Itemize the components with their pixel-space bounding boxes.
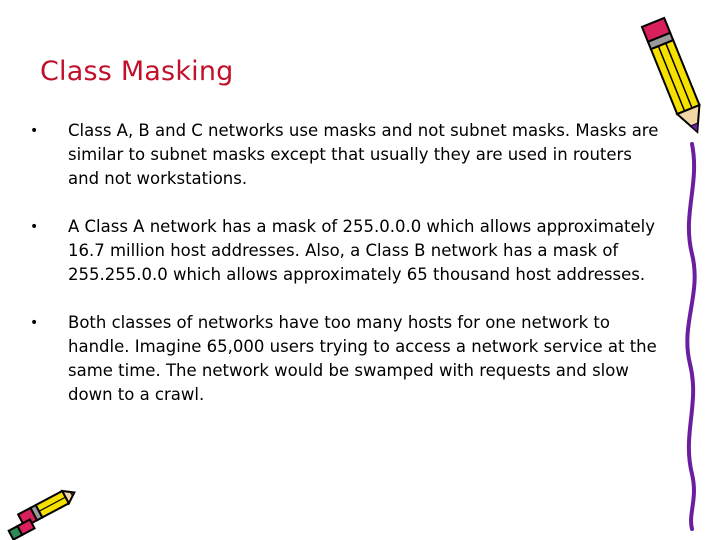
bullet-marker: • [30, 123, 39, 139]
bullet-text: Class A, B and C networks use masks and not subnet masks. Masks are similar to subnet masks except that usually they are used in routers and not workstations. [68, 121, 659, 188]
pencil-squiggle-icon [640, 14, 710, 534]
bullet-marker: • [30, 219, 39, 235]
pencil-icon [0, 486, 80, 540]
bullet-text: Both classes of networks have too many hosts for one network to handle. Imagine 65,000 users trying to access a network service at the same time. The network would be swamped with requests and slow down to a crawl. [68, 313, 657, 404]
bullet-marker: • [30, 315, 39, 331]
bullet-item [28, 311, 668, 407]
bullet-item [28, 215, 668, 287]
bullet-item [28, 119, 668, 191]
bullet-list [28, 119, 668, 407]
slide-title: Class Masking [40, 56, 234, 87]
bullet-text: A Class A network has a mask of 255.0.0.0 which allows approximately 16.7 million host addresses. Also, a Class B network has a mask of 255.255.0.0 which allows approximately 65 thousand host addresses. [68, 217, 656, 284]
